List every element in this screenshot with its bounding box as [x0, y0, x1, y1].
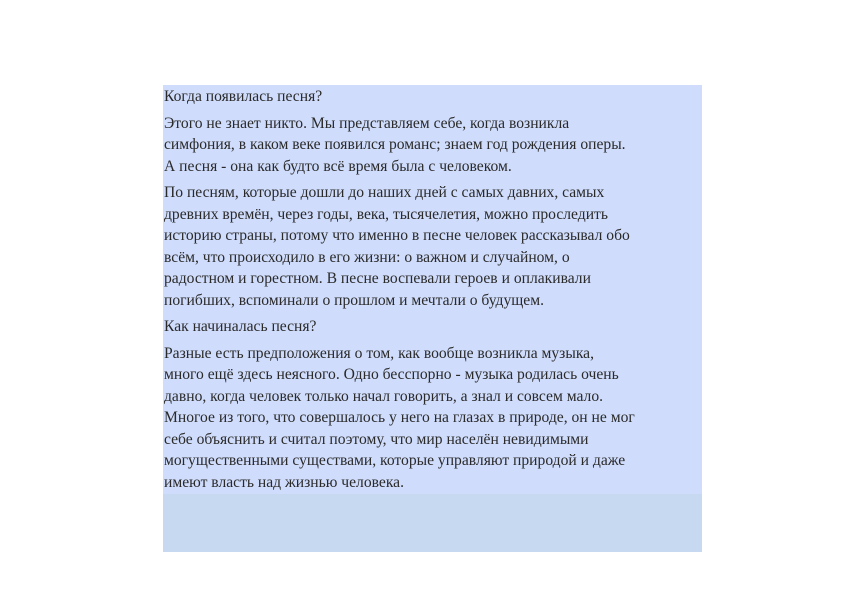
- text-line: По песням, которые дошли до наших дней с самых давних, самых: [164, 184, 605, 201]
- heading-when-song-appeared: [164, 86, 702, 108]
- text-line: симфония, в каком веке появился романс; знаем год рождения оперы.: [164, 136, 626, 153]
- text-line: Многое из того, что совершалось у него на глазах в природе, он не мог: [164, 409, 635, 426]
- text-line: имеют власть над жизнью человека.: [164, 473, 404, 491]
- text-line: Когда появилась песня?: [164, 88, 323, 105]
- text-box: [163, 85, 702, 552]
- text-content: [163, 85, 702, 494]
- text-line: А песня - она как будто всё время была с человеком.: [164, 157, 512, 175]
- text-line: радостном и горестном. В песне воспевали героев и оплакивали: [164, 270, 591, 287]
- para-history-through-songs: [164, 182, 702, 311]
- text-line: Этого не знает никто. Мы представляем себе, когда возникла: [164, 114, 570, 132]
- para-origins-of-music: [164, 343, 702, 494]
- text-line: древних времён, через годы, века, тысячелетия, можно проследить: [164, 205, 608, 223]
- text-line: Разные есть предположения о том, как вообще возникла музыка,: [164, 344, 594, 362]
- text-line: могущественными существами, которые управляют природой и даже: [164, 452, 626, 469]
- heading-how-song-began: [164, 316, 702, 338]
- text-line: себе объяснить и считал поэтому, что мир населён невидимыми: [164, 430, 589, 448]
- para-nobody-knows: [164, 113, 702, 178]
- text-line: Как начиналась песня?: [164, 318, 317, 335]
- text-line: историю страны, потому что именно в песне человек рассказывал обо: [164, 227, 630, 244]
- text-line: много ещё здесь неясного. Одно бесспорно - музыка родилась очень: [164, 366, 619, 383]
- text-line: всём, что происходило в его жизни: о важном и случайном, о: [164, 248, 570, 266]
- text-line: давно, когда человек только начал говорить, а знал и совсем мало.: [164, 387, 604, 405]
- text-line: погибших, вспоминали о прошлом и мечтали о будущем.: [164, 291, 544, 309]
